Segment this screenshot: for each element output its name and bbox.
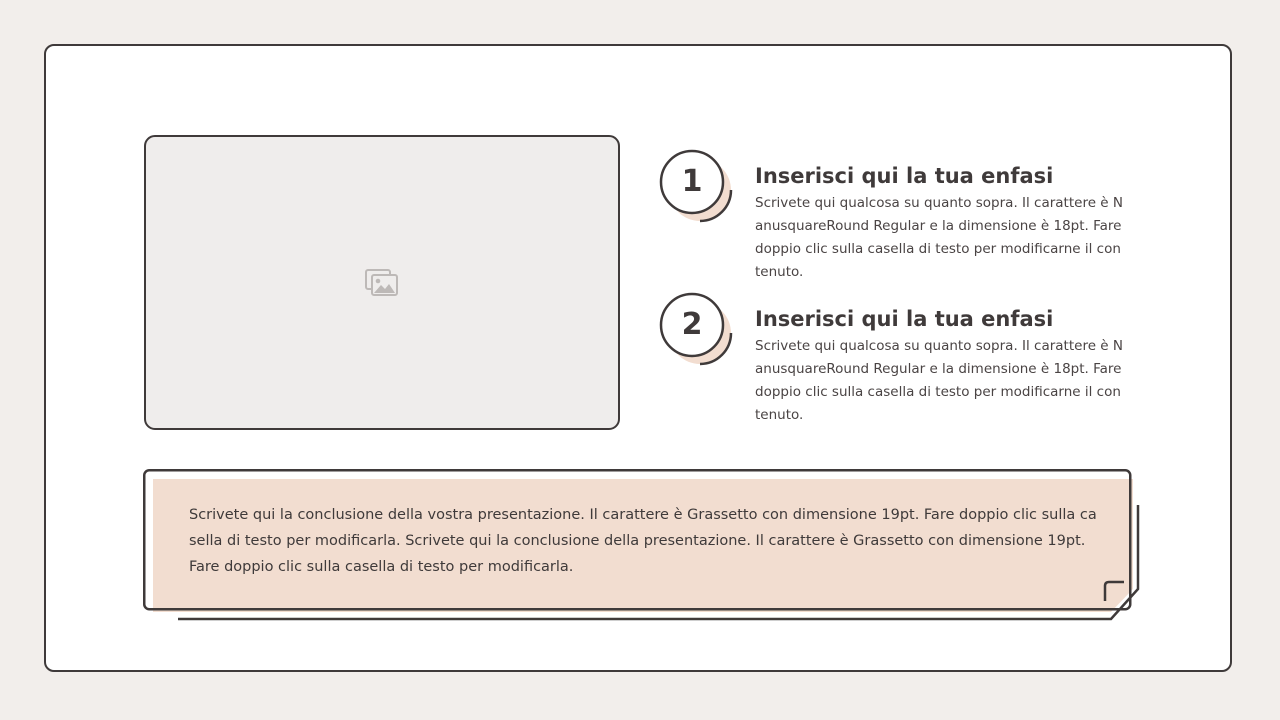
point-title: Inserisci qui la tua enfasi <box>755 164 1054 188</box>
point-body: Scrivete qui qualcosa su quanto sopra. Il carattere è NanusquareRound Regular e la dimensione è 18pt. Fare doppio clic sulla casella di testo per modificarne il contenuto. <box>755 195 1124 280</box>
point-title: Inserisci qui la tua enfasi <box>755 307 1054 331</box>
image-icon <box>365 269 399 297</box>
number-badge-2 <box>658 291 738 371</box>
conclusion-text: Scrivete qui la conclusione della vostra presentazione. Il carattere è Grassetto con dimensione 19pt. Fare doppio clic sulla casella di testo per modificarla. Scrivete qui la conclusione della presentazione. Il carattere è Grassetto con dimensione 19pt. Fare doppio clic sulla casella di testo per modificarla. <box>189 507 1097 575</box>
number-badge-1 <box>658 148 738 228</box>
number-label: 2 <box>681 307 703 342</box>
image-placeholder[interactable] <box>144 135 620 430</box>
number-label: 1 <box>681 164 703 199</box>
conclusion-box <box>143 469 1143 624</box>
point-body: Scrivete qui qualcosa su quanto sopra. Il carattere è NanusquareRound Regular e la dimensione è 18pt. Fare doppio clic sulla casella di testo per modificarne il contenuto. <box>755 338 1124 423</box>
